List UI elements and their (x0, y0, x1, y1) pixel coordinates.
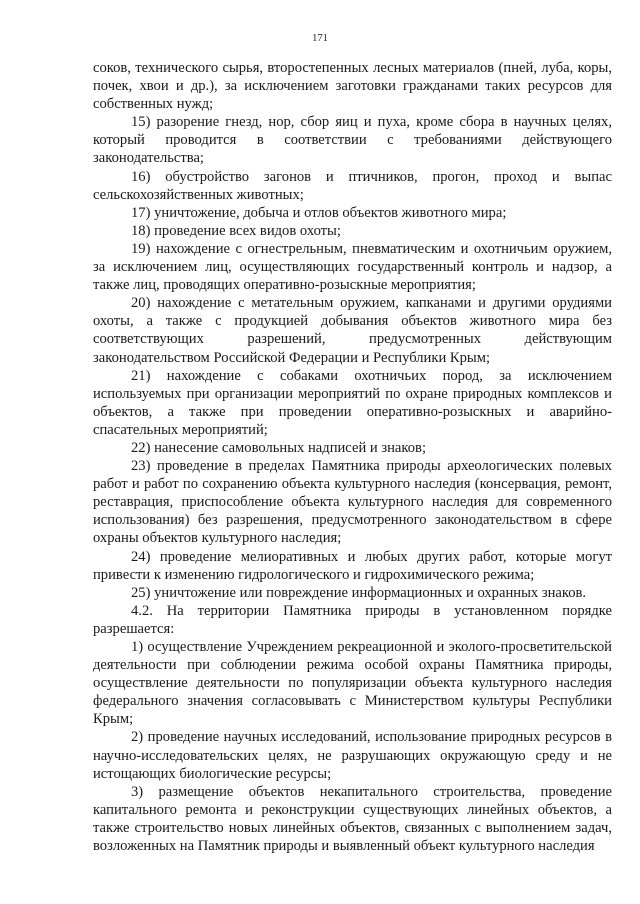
paragraph: 15) разорение гнезд, нор, сбор яиц и пуха, кроме сбора в научных целях, который проводится в соответствии с требованиями действующего законодательства; (93, 114, 612, 167)
page-number: 171 (312, 33, 328, 44)
paragraph: соков, технического сырья, второстепенных лесных материалов (пней, луба, коры, почек, хвои и др.), за исключением заготовки гражданами таких ресурсов для собственных нужд; (93, 60, 612, 113)
section-heading-paragraph: 4.2. На территории Памятника природы в установленном порядке разрешается: (93, 602, 612, 637)
paragraph: 19) нахождение с огнестрельным, пневматическим и охотничьим оружием, за исключением лиц, осуществляющих государственный контроль и надзор, а также лиц, проводящих оперативно-розыскные мероприятия; (93, 240, 612, 294)
paragraph: 21) нахождение с собаками охотничьих пород, за исключением используемых при организации мероприятий по охране природных комплексов и объектов, а также при проведении оперативно-розыскных и аварийно-спасательных мероприятий; (93, 367, 612, 438)
paragraph: 18) проведение всех видов охоты; (131, 222, 341, 239)
paragraph: 16) обустройство загонов и птичников, прогон, проход и выпас сельскохозяйственных животных; (93, 168, 612, 203)
paragraph: 2) проведение научных исследований, использование природных ресурсов в научно-исследовательских целях, не разрушающих окружающую среду и не истощающих биологические ресурсы; (93, 729, 612, 782)
paragraph: 23) проведение в пределах Памятника природы археологических полевых работ и работ по сохранению объекта культурного наследия (консервация, ремонт, реставрация, приспособление объекта культурного наследия для современного использования) без разрешения, предусмотренного законодательством в сфере охраны объектов культурного наследия; (93, 458, 612, 547)
document-body (93, 59, 612, 855)
paragraph: 25) уничтожение или повреждение информационных и охранных знаков. (131, 584, 587, 601)
paragraph: 3) размещение объектов некапитального строительства, проведение капитального ремонта и реконструкции существующих линейных объектов, а также строительство новых линейных объектов, связанных с выполнением задач, возложенных на Памятник природы и выявленный объект культурного наследия (93, 783, 612, 855)
paragraph: 20) нахождение с метательным оружием, капканами и другими орудиями охоты, а также с продукцией добывания объектов животного мира без соответствующих разрешений, предусмотренных действующим законодательством Российской Федерации и Республики Крым; (93, 295, 612, 366)
paragraph: 17) уничтожение, добыча и отлов объектов животного мира; (131, 204, 507, 221)
paragraph: 1) осуществление Учреждением рекреационной и эколого-просветительской деятельности при соблюдении режима особой охраны Памятника природы, осуществление деятельности по популяризации объекта культурного наследия федерального значения согласовывать с Министерством культуры Республики Крым; (93, 639, 612, 728)
paragraph: 22) нанесение самовольных надписей и знаков; (131, 439, 427, 456)
paragraph: 24) проведение мелиоративных и любых других работ, которые могут привести к изменению гидрологического и гидрохимического режима; (93, 548, 612, 583)
